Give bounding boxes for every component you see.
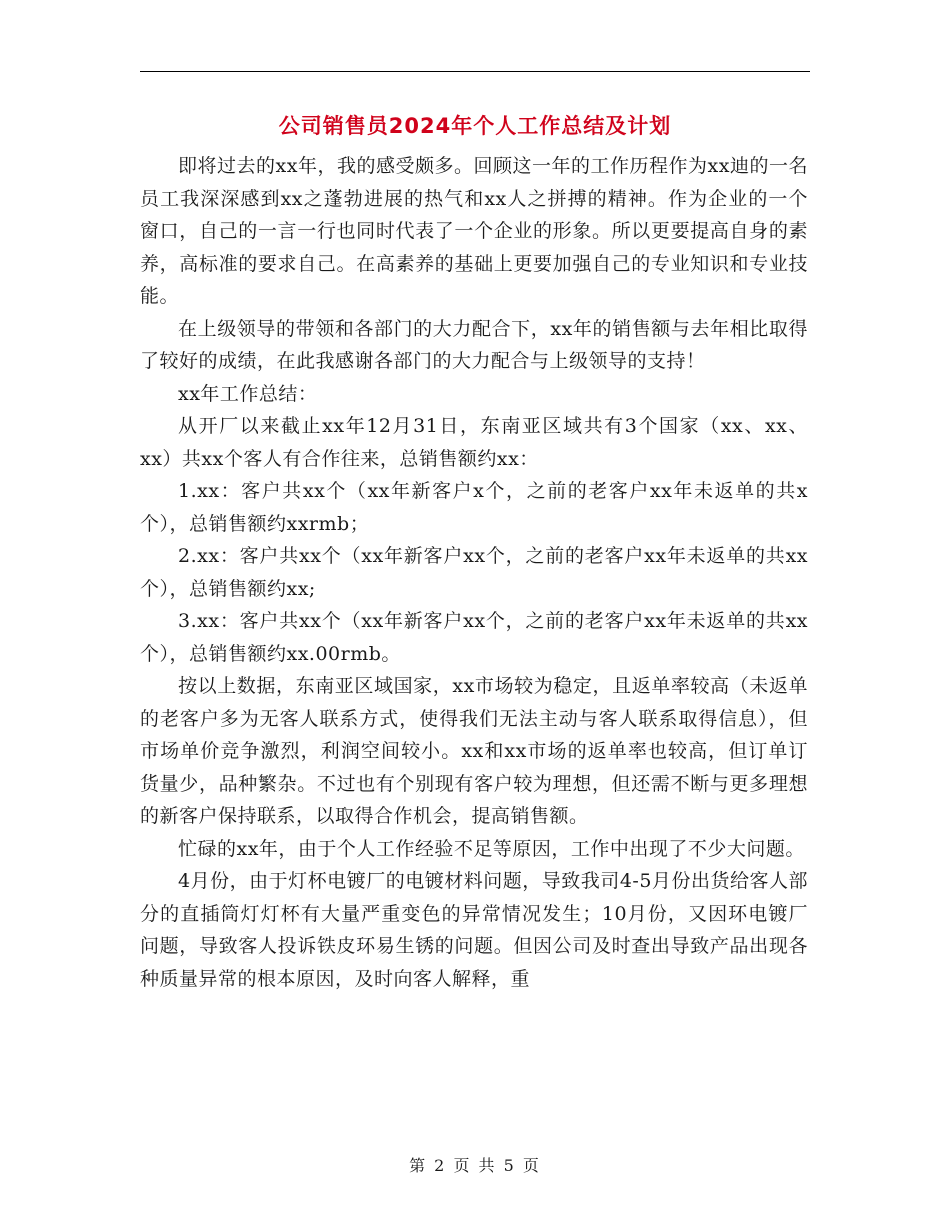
paragraph-intro: 即将过去的xx年，我的感受颇多。回顾这一年的工作历程作为xx迪的一名员工我深深感到xx之蓬勃进展的热气和xx人之拼搏的精神。作为企业的一个窗口，自己的一言一行也同时代表了一个企业的形象。所以更要提高自身的素养，高标准的要求自己。在高素养的基础上更要加强自己的专业知识和专业技能。 <box>140 155 808 307</box>
paragraph-summary-heading: xx年工作总结： <box>178 382 318 405</box>
paragraph-region-overview: 从开厂以来截止xx年12月31日，东南亚区域共有3个国家（xx、xx、xx）共xx个客人有合作往来，总销售额约xx： <box>140 415 808 470</box>
paragraph-thanks: 在上级领导的带领和各部门的大力配合下，xx年的销售额与去年相比取得了较好的成绩，在此我感谢各部门的大力配合与上级领导的支持！ <box>140 317 808 372</box>
document-title: 公司销售员2024年个人工作总结及计划 <box>278 114 672 138</box>
paragraph-item-2: 2.xx：客户共xx个（xx年新客户xx个，之前的老客户xx年未返单的共xx个），总销售额约xx; <box>140 545 808 600</box>
paragraph-market-analysis: 按以上数据，东南亚区域国家，xx市场较为稳定，且返单率较高（未返单的老客户多为无客人联系方式，使得我们无法主动与客人联系取得信息），但市场单价竞争激烈，利润空间较小。xx和xx市场的返单率也较高，但订单订货量少，品种繁杂。不过也有个别现有客户较为理想，但还需不断与更多理想的新客户保持联系，以取得合作机会，提高销售额。 <box>140 675 808 827</box>
paragraph-problems: 忙碌的xx年，由于个人工作经验不足等原因，工作中出现了不少大问题。 <box>178 837 805 860</box>
paragraph-quality-issues: 4月份，由于灯杯电镀厂的电镀材料问题，导致我司4-5月份出货给客人部分的直插筒灯灯杯有大量严重变色的异常情况发生；10月份，又因环电镀厂问题，导致客人投诉铁皮环易生锈的问题。但因公司及时查出导致产品出现各种质量异常的根本原因，及时向客人解释，重 <box>140 870 808 990</box>
page-number: 第 2 页 共 5 页 <box>409 1156 541 1175</box>
paragraph-item-3: 3.xx：客户共xx个（xx年新客户xx个，之前的老客户xx年未返单的共xx个），总销售额约xx.00rmb。 <box>140 610 808 665</box>
document-body <box>140 150 808 995</box>
header-rule <box>140 71 810 72</box>
paragraph-item-1: 1.xx：客户共xx个（xx年新客户x个，之前的老客户xx年未返单的共x个），总销售额约xxrmb； <box>140 480 808 535</box>
